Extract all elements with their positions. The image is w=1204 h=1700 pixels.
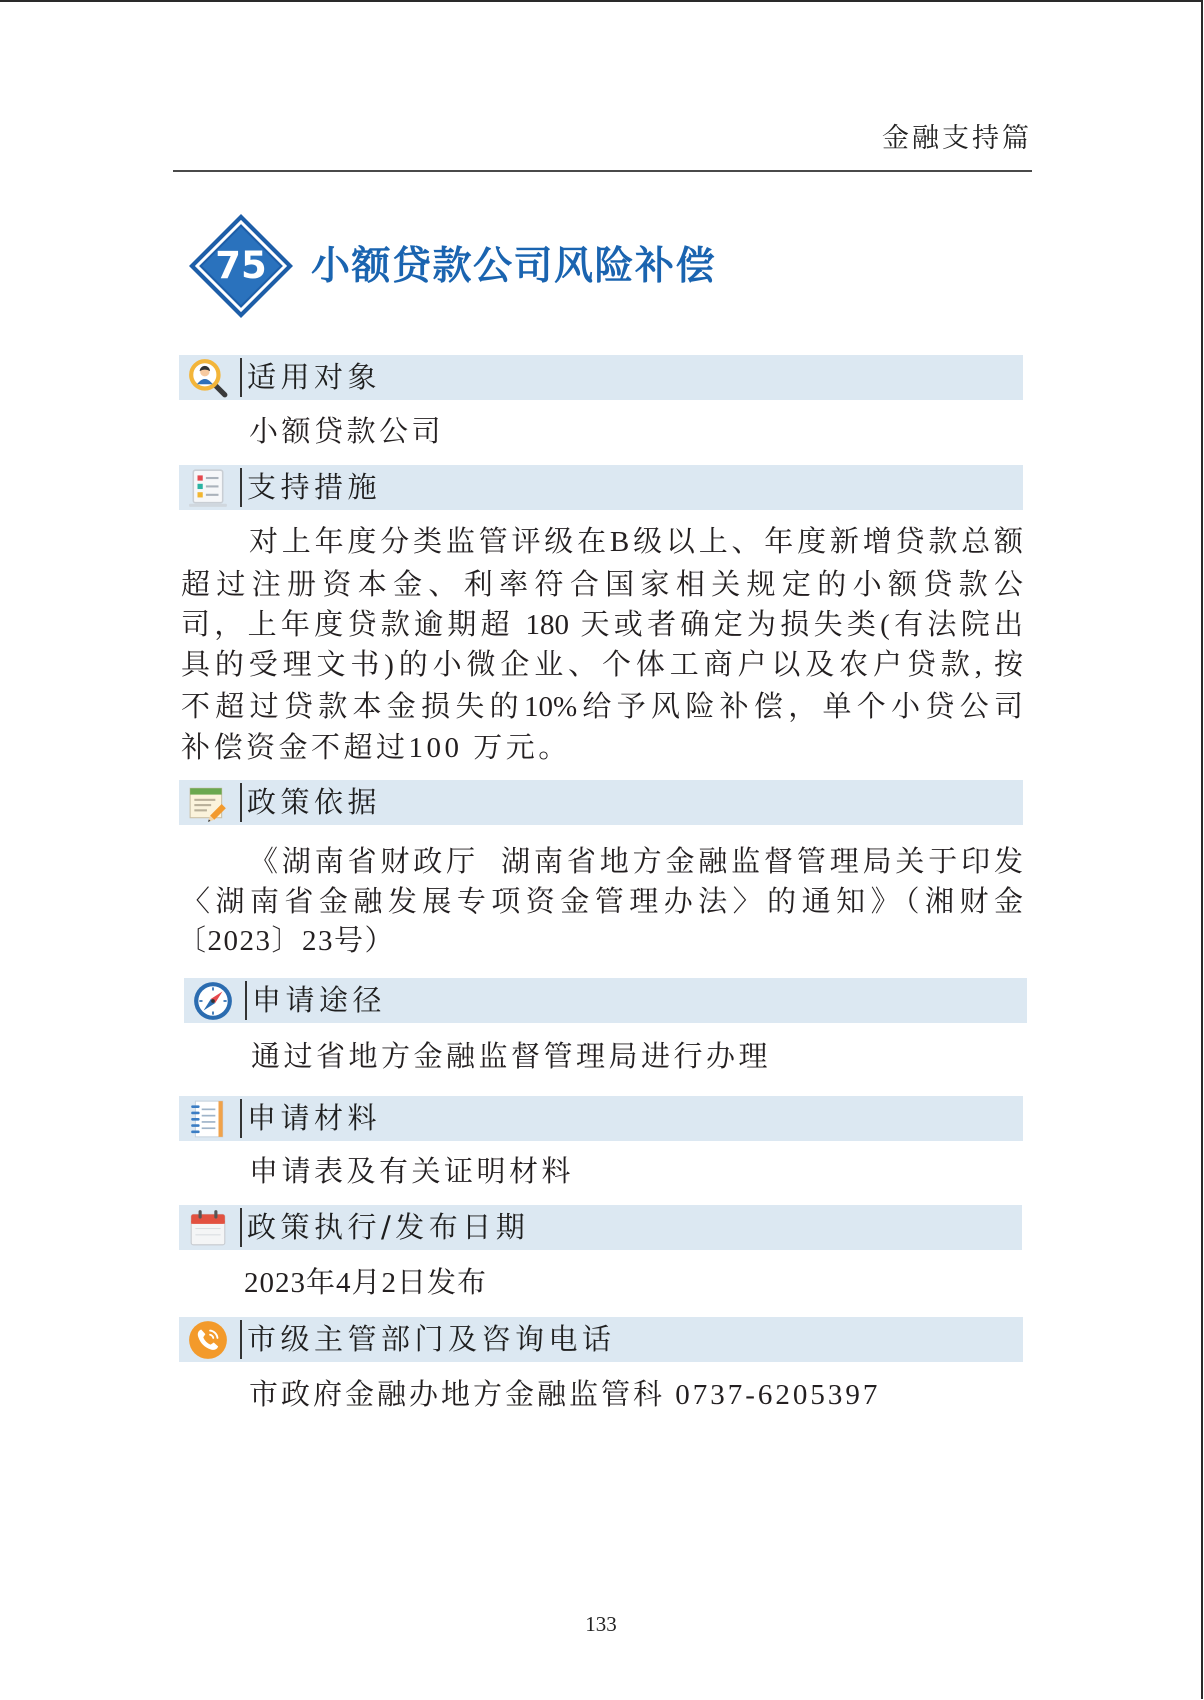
item-number-badge — [188, 213, 294, 319]
section-body-line: 司，上年度贷款逾期超 180 天或者确定为损失类(有法院出 — [181, 609, 1023, 641]
calendar-icon — [187, 1207, 229, 1249]
section-header-contact — [179, 1317, 1023, 1362]
section-body-line: 《湖南省财政厅 湖南省地方金融监督管理局关于印发 — [249, 846, 1023, 878]
section-heading: 适用对象 — [247, 360, 382, 394]
header-divider — [240, 1320, 242, 1359]
header-divider — [240, 468, 242, 507]
header-divider — [245, 981, 247, 1020]
note-edit-icon — [187, 782, 229, 824]
running-header: 金融支持篇 — [882, 123, 1032, 154]
section-heading: 市级主管部门及咨询电话 — [247, 1322, 616, 1356]
section-body-line: 具的受理文书)的小微企业、个体工商户以及农户贷款, 按 — [181, 649, 1023, 681]
notebook-icon — [187, 1098, 229, 1140]
section-body-line: 〔2023〕23号） — [177, 925, 396, 957]
header-divider — [240, 1208, 242, 1247]
section-body-line: 2023年4月2日发布 — [244, 1267, 488, 1299]
section-header-policy-basis — [179, 780, 1023, 825]
item-number: 75 — [215, 244, 267, 287]
person-search-icon — [187, 357, 229, 399]
section-header-application-channel — [184, 978, 1027, 1023]
page-title: 小额贷款公司风险补偿 — [311, 243, 717, 289]
header-rule — [173, 170, 1032, 172]
compass-icon — [192, 980, 234, 1022]
header-divider — [240, 1099, 242, 1138]
section-body-line: 对上年度分类监管评级在B级以上、年度新增贷款总额 — [249, 526, 1023, 558]
section-header-effective-date — [179, 1205, 1022, 1250]
section-body-line: 小额贷款公司 — [249, 416, 445, 448]
section-body-line: 不超过贷款本金损失的10%给予风险补偿，单个小贷公司 — [181, 691, 1023, 723]
checklist-icon — [187, 467, 229, 509]
section-body-line: 通过省地方金融监督管理局进行办理 — [251, 1041, 772, 1073]
phone-icon — [187, 1319, 229, 1361]
section-heading: 申请材料 — [247, 1101, 382, 1135]
section-heading: 支持措施 — [247, 470, 382, 504]
section-heading: 政策执行/发布日期 — [247, 1210, 530, 1244]
section-body-line: 〈湖南省金融发展专项资金管理办法〉的通知》（湘财金 — [181, 886, 1023, 918]
section-heading: 政策依据 — [247, 785, 382, 819]
section-body-line: 补偿资金不超过100 万元。 — [181, 732, 571, 764]
section-body-line: 市政府金融办地方金融监管科 0737-6205397 — [249, 1379, 881, 1411]
section-body-line: 超过注册资本金、利率符合国家相关规定的小额贷款公 — [181, 569, 1023, 601]
header-divider — [240, 783, 242, 822]
page-number: 133 — [585, 1612, 617, 1636]
header-divider — [240, 358, 242, 397]
section-body-line: 申请表及有关证明材料 — [249, 1156, 575, 1188]
section-header-support-measures — [179, 465, 1023, 510]
section-heading: 申请途径 — [252, 983, 387, 1017]
section-header-applicable-targets — [179, 355, 1023, 400]
section-header-application-materials — [179, 1096, 1023, 1141]
